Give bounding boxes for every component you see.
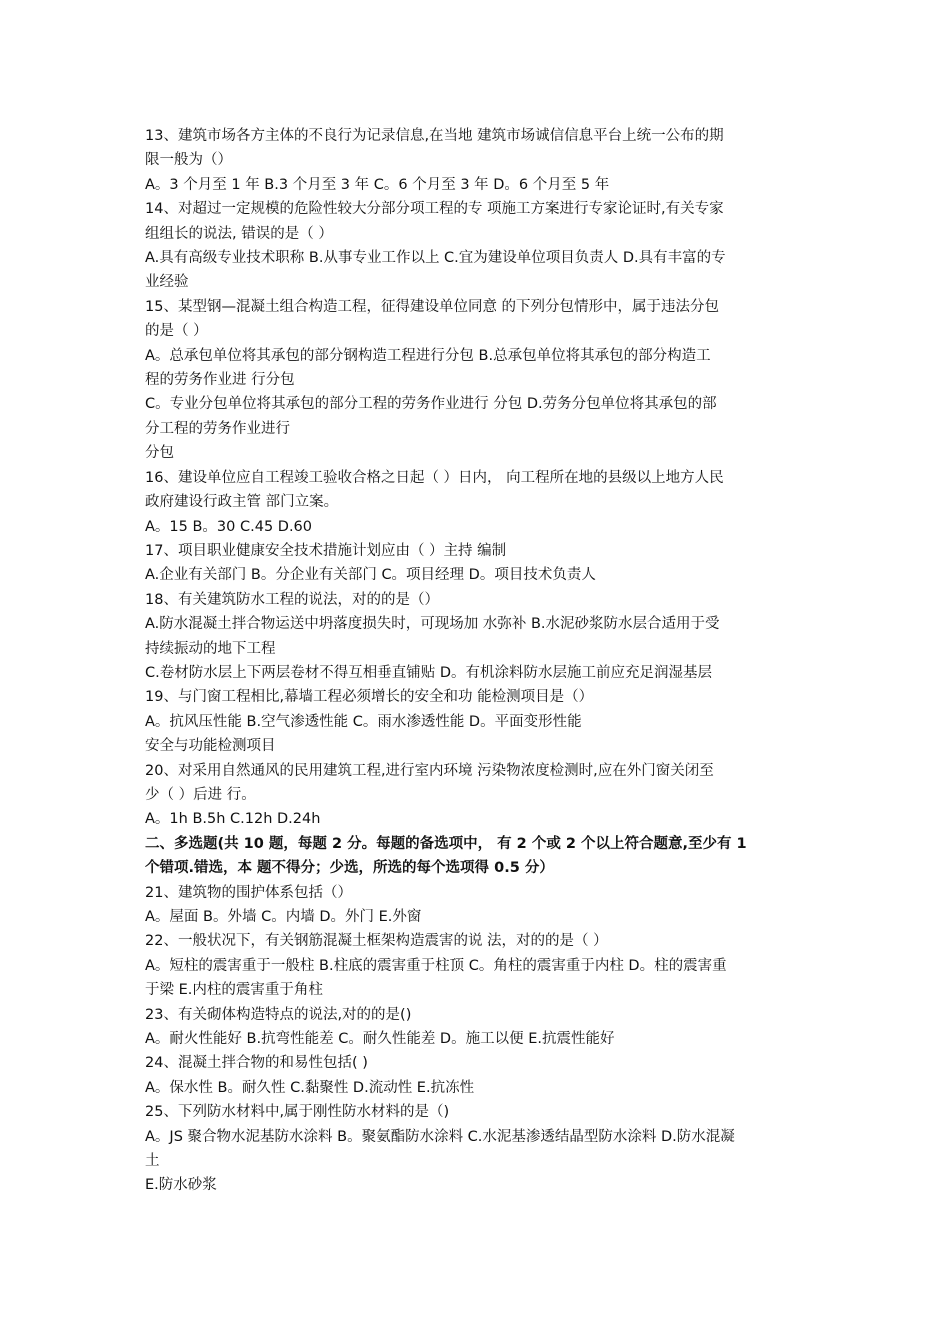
- q14-line-1: 14、对超过一定规模的危险性较大分部分项工程的专 项施工方案进行专家论证时,有关专家: [145, 201, 724, 218]
- section-heading-line-1: 二、多选题(共 10 题，每题 2 分。每题的备选项中， 有 2 个或 2 个以上符合题意,至少有 1: [145, 835, 747, 852]
- q23-line-1: 23、有关砌体构造特点的说法,对的的是(): [145, 1006, 412, 1023]
- q24-line-1: 24、混凝土拌合物的和易性包括( ): [145, 1055, 368, 1072]
- q14-options-2: 业经验: [145, 274, 189, 291]
- q13-line-1: 13、建筑市场各方主体的不良行为记录信息,在当地 建筑市场诚信信息平台上统一公布的期: [145, 128, 724, 144]
- q18-line-1: 18、有关建筑防水工程的说法，对的的是（）: [145, 591, 439, 608]
- q16-options: A。15 B。30 C.45 D.60: [145, 518, 313, 535]
- q13-line-2: 限一般为（）: [145, 152, 232, 169]
- document-page: [145, 124, 809, 1198]
- q22-line-1: 22、一般状况下，有关钢筋混凝土框架构造震害的说 法，对的的是（ ）: [145, 933, 608, 950]
- q15-options-3: C。专业分包单位将其承包的部分工程的劳务作业进行 分包 D.劳务分包单位将其承包的部: [145, 396, 717, 413]
- q21-options: A。屋面 B。外墙 C。内墙 D。外门 E.外窗: [145, 909, 422, 925]
- q22-options-1: A。短柱的震害重于一般柱 B.柱底的震害重于柱顶 C。角柱的震害重于内柱 D。柱的震害重: [145, 957, 727, 974]
- q25-options-3: E.防水砂浆: [145, 1177, 217, 1194]
- q15-options-4: 分工程的劳务作业进行: [145, 420, 290, 437]
- q14-line-2: 组组长的说法, 错误的是（ ）: [145, 225, 333, 242]
- q19-line-1: 19、与门窗工程相比,幕墙工程必须增长的安全和功 能检测项目是（）: [145, 689, 594, 706]
- section-heading-line-2: 个错项.错选，本 题不得分；少选，所选的每个选项得 0.5 分）: [145, 860, 554, 877]
- q25-line-1: 25、下列防水材料中,属于刚性防水材料的是（): [145, 1104, 450, 1121]
- q24-options: A。保水性 B。耐久性 C.黏聚性 D.流动性 E.抗冻性: [145, 1079, 475, 1096]
- q15-line-2: 的是（ ）: [145, 323, 208, 340]
- q17-options: A.企业有关部门 B。分企业有关部门 C。项目经理 D。项目技术负责人: [145, 567, 596, 584]
- q18-options-3: C.卷材防水层上下两层卷材不得互相垂直铺贴 D。有机涂料防水层施工前应充足润湿基层: [145, 664, 713, 681]
- q15-options-1: A。总承包单位将其承包的部分钢构造工程进行分包 B.总承包单位将其承包的部分构造工: [145, 347, 711, 364]
- q18-options-2: 持续振动的地下工程: [145, 640, 276, 657]
- q25-options-2: 土: [145, 1153, 160, 1170]
- q20-line-2: 少（ ）后进 行。: [145, 786, 256, 803]
- q18-options-1: A.防水混凝土拌合物运送中坍落度损失时，可现场加 水弥补 B.水泥砂浆防水层合适用于受: [145, 616, 720, 633]
- q15-options-5: 分包: [145, 445, 174, 462]
- q20-line-1: 20、对采用自然通风的民用建筑工程,进行室内环境 污染物浓度检测时,应在外门窗关闭至: [145, 762, 714, 779]
- q25-options-1: A。JS 聚合物水泥基防水涂料 B。聚氨酯防水涂料 C.水泥基渗透结晶型防水涂料 D.防水混凝: [145, 1128, 735, 1145]
- q19-options: A。抗风压性能 B.空气渗透性能 C。雨水渗透性能 D。平面变形性能: [145, 713, 582, 730]
- q22-options-2: 于梁 E.内柱的震害重于角柱: [145, 982, 323, 999]
- q20-options: A。1h B.5h C.12h D.24h: [145, 811, 321, 828]
- q15-options-2: 程的劳务作业进 行分包: [145, 372, 295, 389]
- q15-line-1: 15、某型钢—混凝土组合构造工程，征得建设单位同意 的下列分包情形中，属于违法分包: [145, 298, 720, 315]
- q21-line-1: 21、建筑物的围护体系包括（）: [145, 884, 352, 901]
- q23-options: A。耐火性能好 B.抗弯性能差 C。耐久性能差 D。施工以便 E.抗震性能好: [145, 1031, 615, 1048]
- q14-options-1: A.具有高级专业技术职称 B.从事专业工作以上 C.宜为建设单位项目负责人 D.具有丰富的专: [145, 250, 726, 267]
- q19-note: 安全与功能检测项目: [145, 738, 276, 755]
- q16-line-2: 政府建设行政主管 部门立案。: [145, 494, 339, 511]
- q13-options: A。3 个月至 1 年 B.3 个月至 3 年 C。6 个月至 3 年 D。6 个月至 5 年: [145, 176, 610, 193]
- q16-line-1: 16、建设单位应自工程竣工验收合格之日起（ ）日内， 向工程所在地的县级以上地方人民: [145, 469, 724, 486]
- q17-line-1: 17、项目职业健康安全技术措施计划应由（ ）主持 编制: [145, 542, 507, 559]
